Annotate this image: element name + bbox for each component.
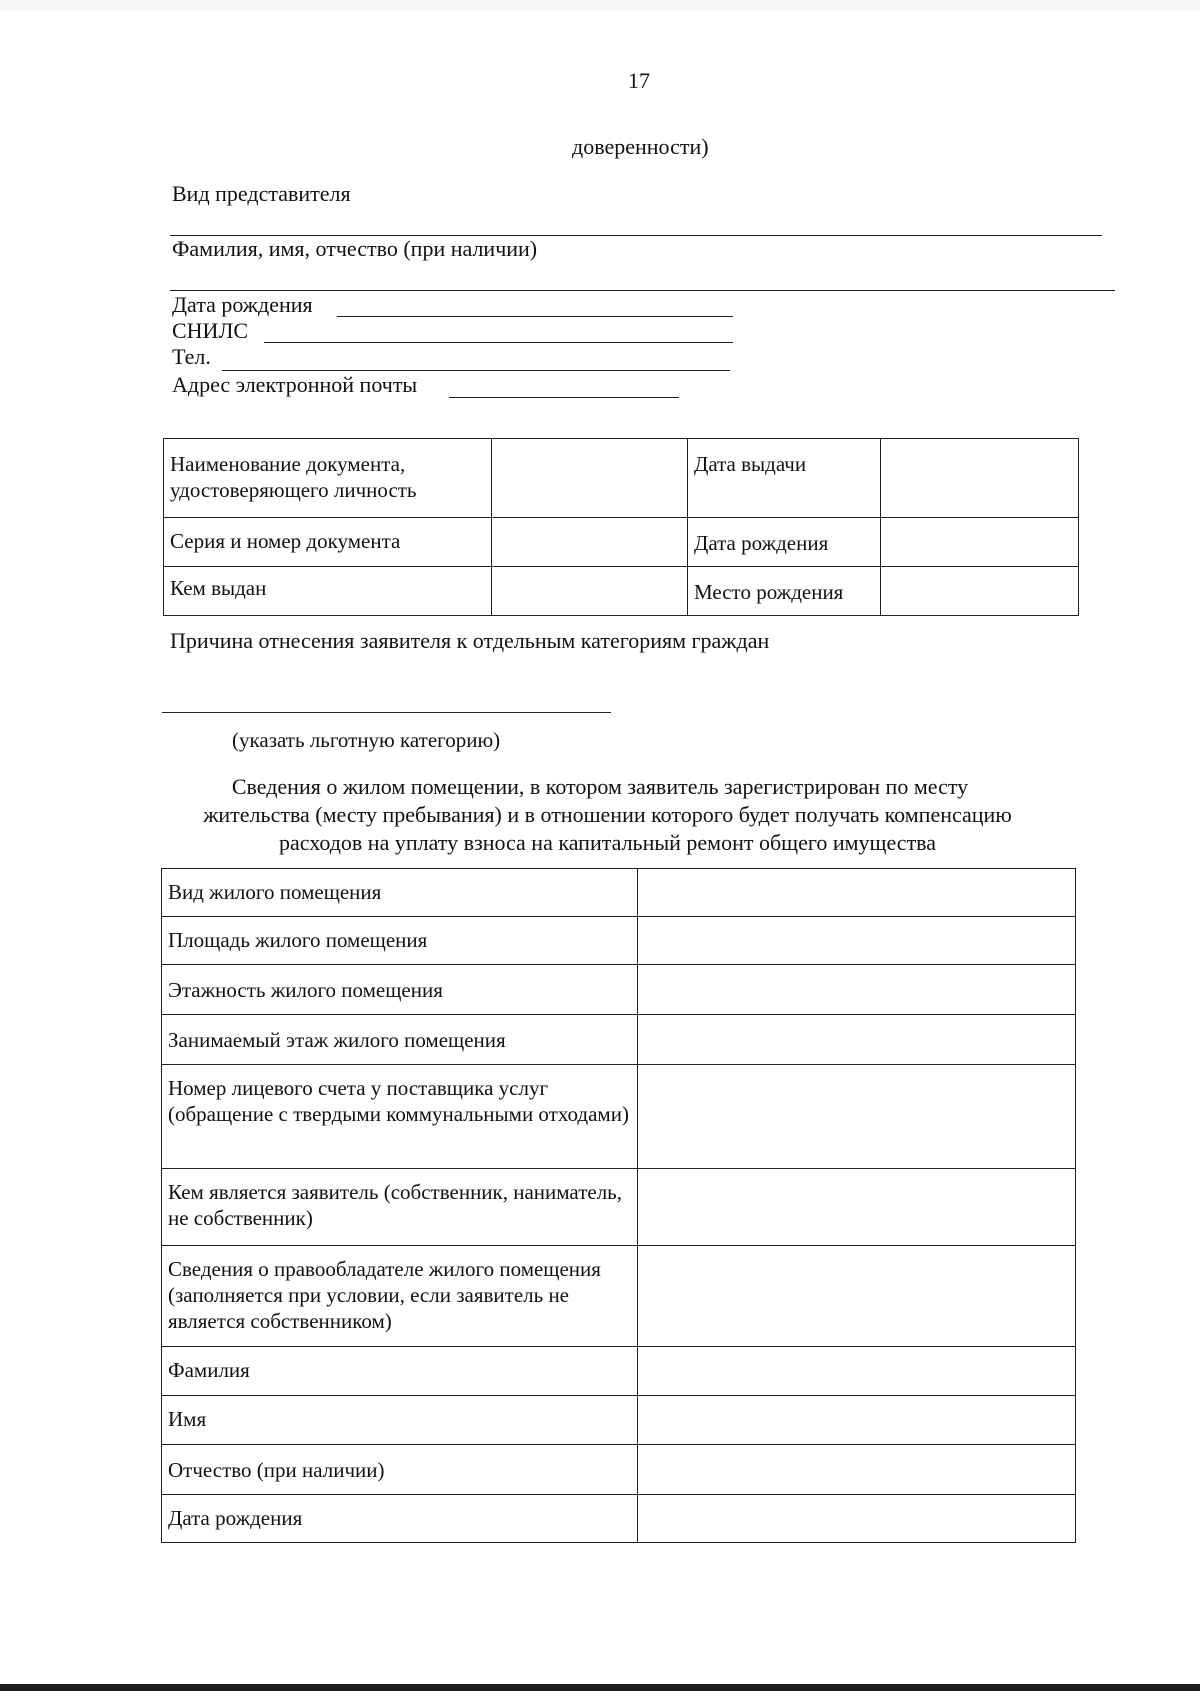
- housing-heading-line2: жительства (месту пребывания) и в отношении которого будет получать компенсацию: [203, 802, 1012, 827]
- category-hint: (указать льготную категорию): [232, 728, 501, 752]
- email-line[interactable]: [449, 397, 679, 398]
- table-row: [162, 1495, 1076, 1543]
- id-document-table: [163, 438, 1079, 616]
- housing-heading-line3: расходов на уплату взноса на капитальный ремонт общего имущества: [278, 830, 937, 855]
- rightholder-patronymic-value[interactable]: [638, 1445, 1076, 1495]
- housing-floor-label: Занимаемый этаж жилого помещения: [162, 1015, 638, 1065]
- applicant-status-value[interactable]: [638, 1169, 1076, 1246]
- table-row: [164, 518, 1079, 567]
- table-row: [162, 1015, 1076, 1065]
- housing-table: [161, 868, 1076, 1543]
- table-row: [164, 567, 1079, 616]
- housing-type-label: Вид жилого помещения: [162, 869, 638, 917]
- account-number-value[interactable]: [638, 1065, 1076, 1169]
- id-document-name-value[interactable]: [492, 439, 688, 518]
- birth-date-label: Дата рождения: [172, 292, 313, 317]
- rightholder-surname-value[interactable]: [638, 1347, 1076, 1396]
- representative-type-label: Вид представителя: [172, 181, 351, 206]
- rightholder-birth-date-label: Дата рождения: [162, 1495, 638, 1543]
- representative-fio-line[interactable]: [170, 290, 1115, 291]
- account-number-label: Номер лицевого счета у поставщика услуг (обращение с твердыми коммунальными отходами): [162, 1065, 638, 1169]
- table-row: [162, 1347, 1076, 1396]
- rightholder-patronymic-label: Отчество (при наличии): [162, 1445, 638, 1495]
- email-label: Адрес электронной почты: [172, 372, 418, 397]
- scan-edge-top: [0, 0, 1200, 10]
- rightholder-name-value[interactable]: [638, 1396, 1076, 1445]
- representative-fio-label: Фамилия, имя, отчество (при наличии): [172, 236, 538, 261]
- table-row: [162, 917, 1076, 965]
- doc-birth-date-label: Дата рождения: [688, 518, 881, 567]
- birth-date-line[interactable]: [337, 316, 733, 317]
- rightholder-name-label: Имя: [162, 1396, 638, 1445]
- series-number-label: Серия и номер документа: [164, 518, 492, 567]
- phone-label: Тел.: [172, 344, 211, 369]
- housing-area-label: Площадь жилого помещения: [162, 917, 638, 965]
- snils-line[interactable]: [264, 342, 733, 343]
- series-number-value[interactable]: [492, 518, 688, 567]
- phone-line[interactable]: [222, 370, 730, 371]
- table-row: [162, 1396, 1076, 1445]
- rightholder-surname-label: Фамилия: [162, 1347, 638, 1396]
- snils-label: СНИЛС: [172, 318, 249, 343]
- table-row: [162, 965, 1076, 1015]
- trustee-suffix: доверенности): [572, 134, 709, 159]
- category-line[interactable]: [162, 712, 611, 713]
- issued-by-label: Кем выдан: [164, 567, 492, 616]
- id-document-name-label: Наименование документа, удостоверяющего личность: [164, 439, 492, 518]
- rightholder-info-label: Сведения о правообладателе жилого помещения (заполняется при условии, если заявитель не является собственником): [162, 1246, 638, 1347]
- page-number: 17: [628, 68, 650, 93]
- applicant-status-label: Кем является заявитель (собственник, наниматель, не собственник): [162, 1169, 638, 1246]
- category-reason-label: Причина отнесения заявителя к отдельным категориям граждан: [170, 628, 770, 653]
- issue-date-value[interactable]: [881, 439, 1079, 518]
- issued-by-value[interactable]: [492, 567, 688, 616]
- housing-heading-line1: Сведения о жилом помещении, в котором заявитель зарегистрирован по месту: [231, 774, 969, 799]
- housing-area-value[interactable]: [638, 917, 1076, 965]
- table-row: [164, 439, 1079, 518]
- scan-edge-bottom: [0, 1684, 1200, 1691]
- doc-birth-date-value[interactable]: [881, 518, 1079, 567]
- table-row: [162, 1065, 1076, 1169]
- birth-place-label: Место рождения: [688, 567, 881, 616]
- housing-floors-label: Этажность жилого помещения: [162, 965, 638, 1015]
- rightholder-birth-date-value[interactable]: [638, 1495, 1076, 1543]
- issue-date-label: Дата выдачи: [688, 439, 881, 518]
- table-row: [162, 869, 1076, 917]
- housing-floor-value[interactable]: [638, 1015, 1076, 1065]
- table-row: [162, 1169, 1076, 1246]
- table-row: [162, 1246, 1076, 1347]
- rightholder-info-value[interactable]: [638, 1246, 1076, 1347]
- table-row: [162, 1445, 1076, 1495]
- birth-place-value[interactable]: [881, 567, 1079, 616]
- housing-type-value[interactable]: [638, 869, 1076, 917]
- housing-floors-value[interactable]: [638, 965, 1076, 1015]
